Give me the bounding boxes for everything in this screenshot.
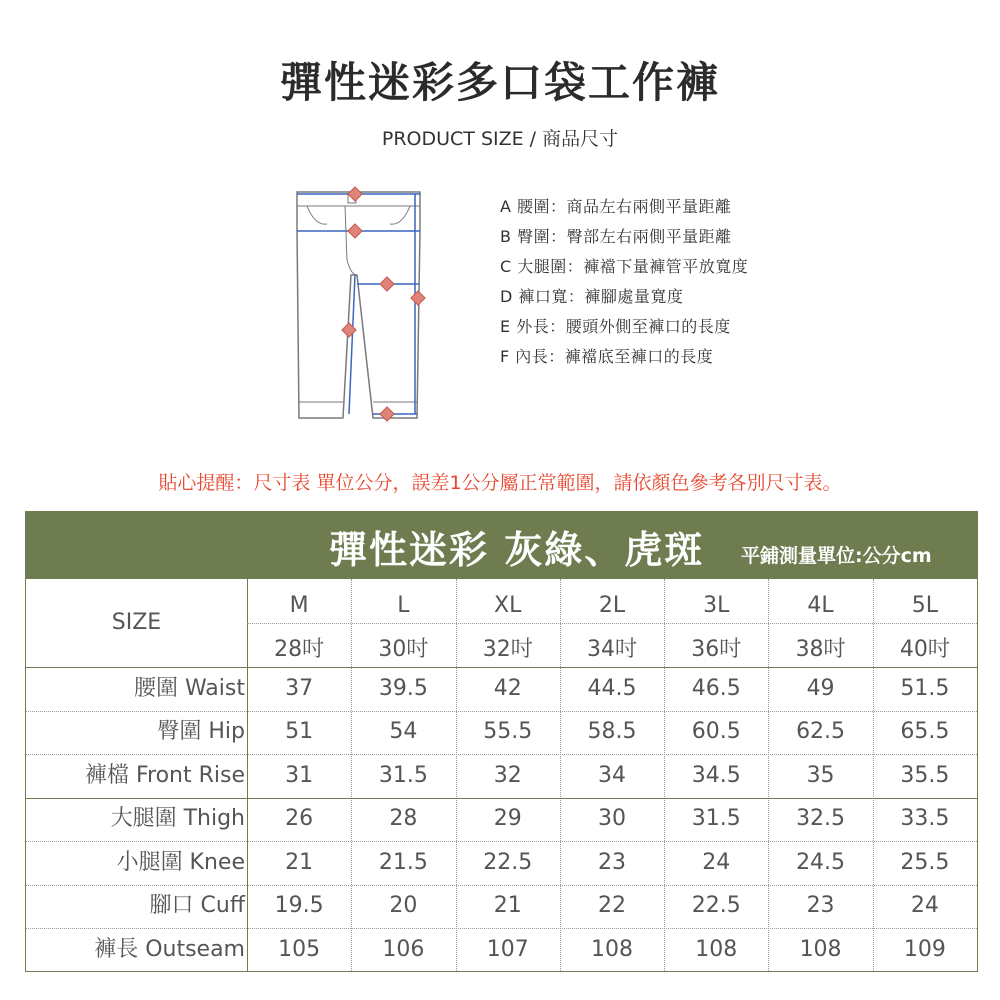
legend-d-cuff: D 褲口寬：褲腳處量寬度 <box>500 287 684 306</box>
table-cell: 20 <box>389 893 418 919</box>
table-cell: 107 <box>486 936 529 962</box>
size-header-label: SIZE <box>111 610 162 635</box>
table-grid-line <box>247 579 248 971</box>
table-cell: 60.5 <box>691 719 741 745</box>
table-grid-line <box>873 579 874 971</box>
row-label: 大腿圍 Thigh <box>110 806 245 832</box>
table-cell: 42 <box>493 675 522 701</box>
size-header-xl: XL <box>494 593 522 618</box>
size-header-3l: 3L <box>703 593 730 618</box>
table-cell: 31.5 <box>691 806 741 832</box>
table-cell: 109 <box>903 936 946 962</box>
waist-inch-header: 34吋 <box>586 637 637 662</box>
table-grid-line <box>247 623 977 624</box>
table-cell: 34.5 <box>691 762 741 788</box>
table-cell: 62.5 <box>796 719 846 745</box>
size-table <box>25 579 978 972</box>
table-cell: 29 <box>493 806 522 832</box>
table-cell: 51.5 <box>900 675 950 701</box>
legend-a-waist: A 腰圍：商品左右兩側平量距離 <box>500 197 732 216</box>
table-cell: 51 <box>285 719 314 745</box>
table-grid-line <box>351 579 352 971</box>
table-cell: 39.5 <box>378 675 428 701</box>
color-banner <box>25 511 978 579</box>
table-cell: 31 <box>285 762 314 788</box>
legend-f-inseam: F 內長：褲襠底至褲口的長度 <box>500 347 714 366</box>
size-header-5l: 5L <box>911 593 938 618</box>
size-header-l: L <box>397 593 410 618</box>
table-cell: 21 <box>493 893 522 919</box>
table-cell: 34 <box>597 762 626 788</box>
table-grid-line <box>26 711 977 712</box>
table-cell: 35.5 <box>900 762 950 788</box>
table-cell: 22.5 <box>691 893 741 919</box>
size-header-m: M <box>289 593 309 618</box>
table-cell: 49 <box>806 675 835 701</box>
table-grid-line <box>456 579 457 971</box>
measurement-legend <box>500 192 748 372</box>
banner-title: 彈性迷彩 灰綠、虎斑 <box>329 528 705 572</box>
waist-inch-header: 30吋 <box>378 637 429 662</box>
table-cell: 33.5 <box>900 806 950 832</box>
table-cell: 108 <box>695 936 738 962</box>
table-grid-line <box>26 798 977 799</box>
table-cell: 55.5 <box>483 719 533 745</box>
table-cell: 32 <box>493 762 522 788</box>
table-cell: 31.5 <box>378 762 428 788</box>
table-cell: 25.5 <box>900 849 950 875</box>
table-cell: 24.5 <box>796 849 846 875</box>
table-cell: 23 <box>806 893 835 919</box>
table-cell: 37 <box>285 675 314 701</box>
row-label: 褲長 Outseam <box>94 936 245 962</box>
row-label: 臀圍 Hip <box>157 719 245 745</box>
table-grid-line <box>560 579 561 971</box>
table-cell: 106 <box>382 936 425 962</box>
legend-b-hip: B 臀圍：臀部左右兩側平量距離 <box>500 227 732 246</box>
waist-inch-header: 40吋 <box>899 637 950 662</box>
row-label: 腰圍 Waist <box>133 675 245 701</box>
table-grid-line <box>26 841 977 842</box>
table-grid-line <box>664 579 665 971</box>
waist-inch-header: 32吋 <box>482 637 533 662</box>
legend-c-thigh: C 大腿圍：褲襠下量褲管平放寬度 <box>500 257 749 276</box>
row-label: 腳口 Cuff <box>149 893 245 919</box>
table-cell: 21 <box>285 849 314 875</box>
table-cell: 26 <box>285 806 314 832</box>
table-cell: 65.5 <box>900 719 950 745</box>
table-grid-line <box>26 928 977 929</box>
pants-measurement-diagram <box>285 180 445 430</box>
legend-e-outseam: E 外長：腰頭外側至褲口的長度 <box>500 317 731 336</box>
table-cell: 22.5 <box>483 849 533 875</box>
table-cell: 54 <box>389 719 418 745</box>
table-cell: 22 <box>597 893 626 919</box>
table-cell: 108 <box>590 936 633 962</box>
table-cell: 58.5 <box>587 719 637 745</box>
table-grid-line <box>26 667 977 668</box>
table-cell: 35 <box>806 762 835 788</box>
table-cell: 24 <box>910 893 939 919</box>
table-cell: 32.5 <box>796 806 846 832</box>
size-header-2l: 2L <box>598 593 626 618</box>
table-cell: 21.5 <box>378 849 428 875</box>
product-size-subtitle: PRODUCT SIZE / 商品尺寸 <box>381 128 619 150</box>
table-cell: 19.5 <box>274 893 324 919</box>
table-cell: 46.5 <box>691 675 741 701</box>
page-title: 彈性迷彩多口袋工作褲 <box>279 58 720 107</box>
table-cell: 30 <box>597 806 626 832</box>
table-cell: 108 <box>799 936 842 962</box>
waist-inch-header: 36吋 <box>691 637 742 662</box>
table-grid-line <box>768 579 769 971</box>
size-header-4l: 4L <box>807 593 834 618</box>
size-notice: 貼心提醒：尺寸表 單位公分，誤差1公分屬正常範圍，請依顏色參考各別尺寸表。 <box>158 472 842 494</box>
row-label: 褲檔 Front Rise <box>84 762 245 788</box>
row-label: 小腿圍 Knee <box>116 849 245 875</box>
table-cell: 23 <box>597 849 626 875</box>
banner-unit: 平鋪測量單位:公分cm <box>741 545 932 567</box>
table-grid-line <box>26 754 977 755</box>
table-grid-line <box>26 885 977 886</box>
waist-inch-header: 38吋 <box>795 637 846 662</box>
table-cell: 105 <box>278 936 321 962</box>
table-cell: 24 <box>702 849 731 875</box>
table-cell: 28 <box>389 806 418 832</box>
table-cell: 44.5 <box>587 675 637 701</box>
waist-inch-header: 28吋 <box>274 637 325 662</box>
